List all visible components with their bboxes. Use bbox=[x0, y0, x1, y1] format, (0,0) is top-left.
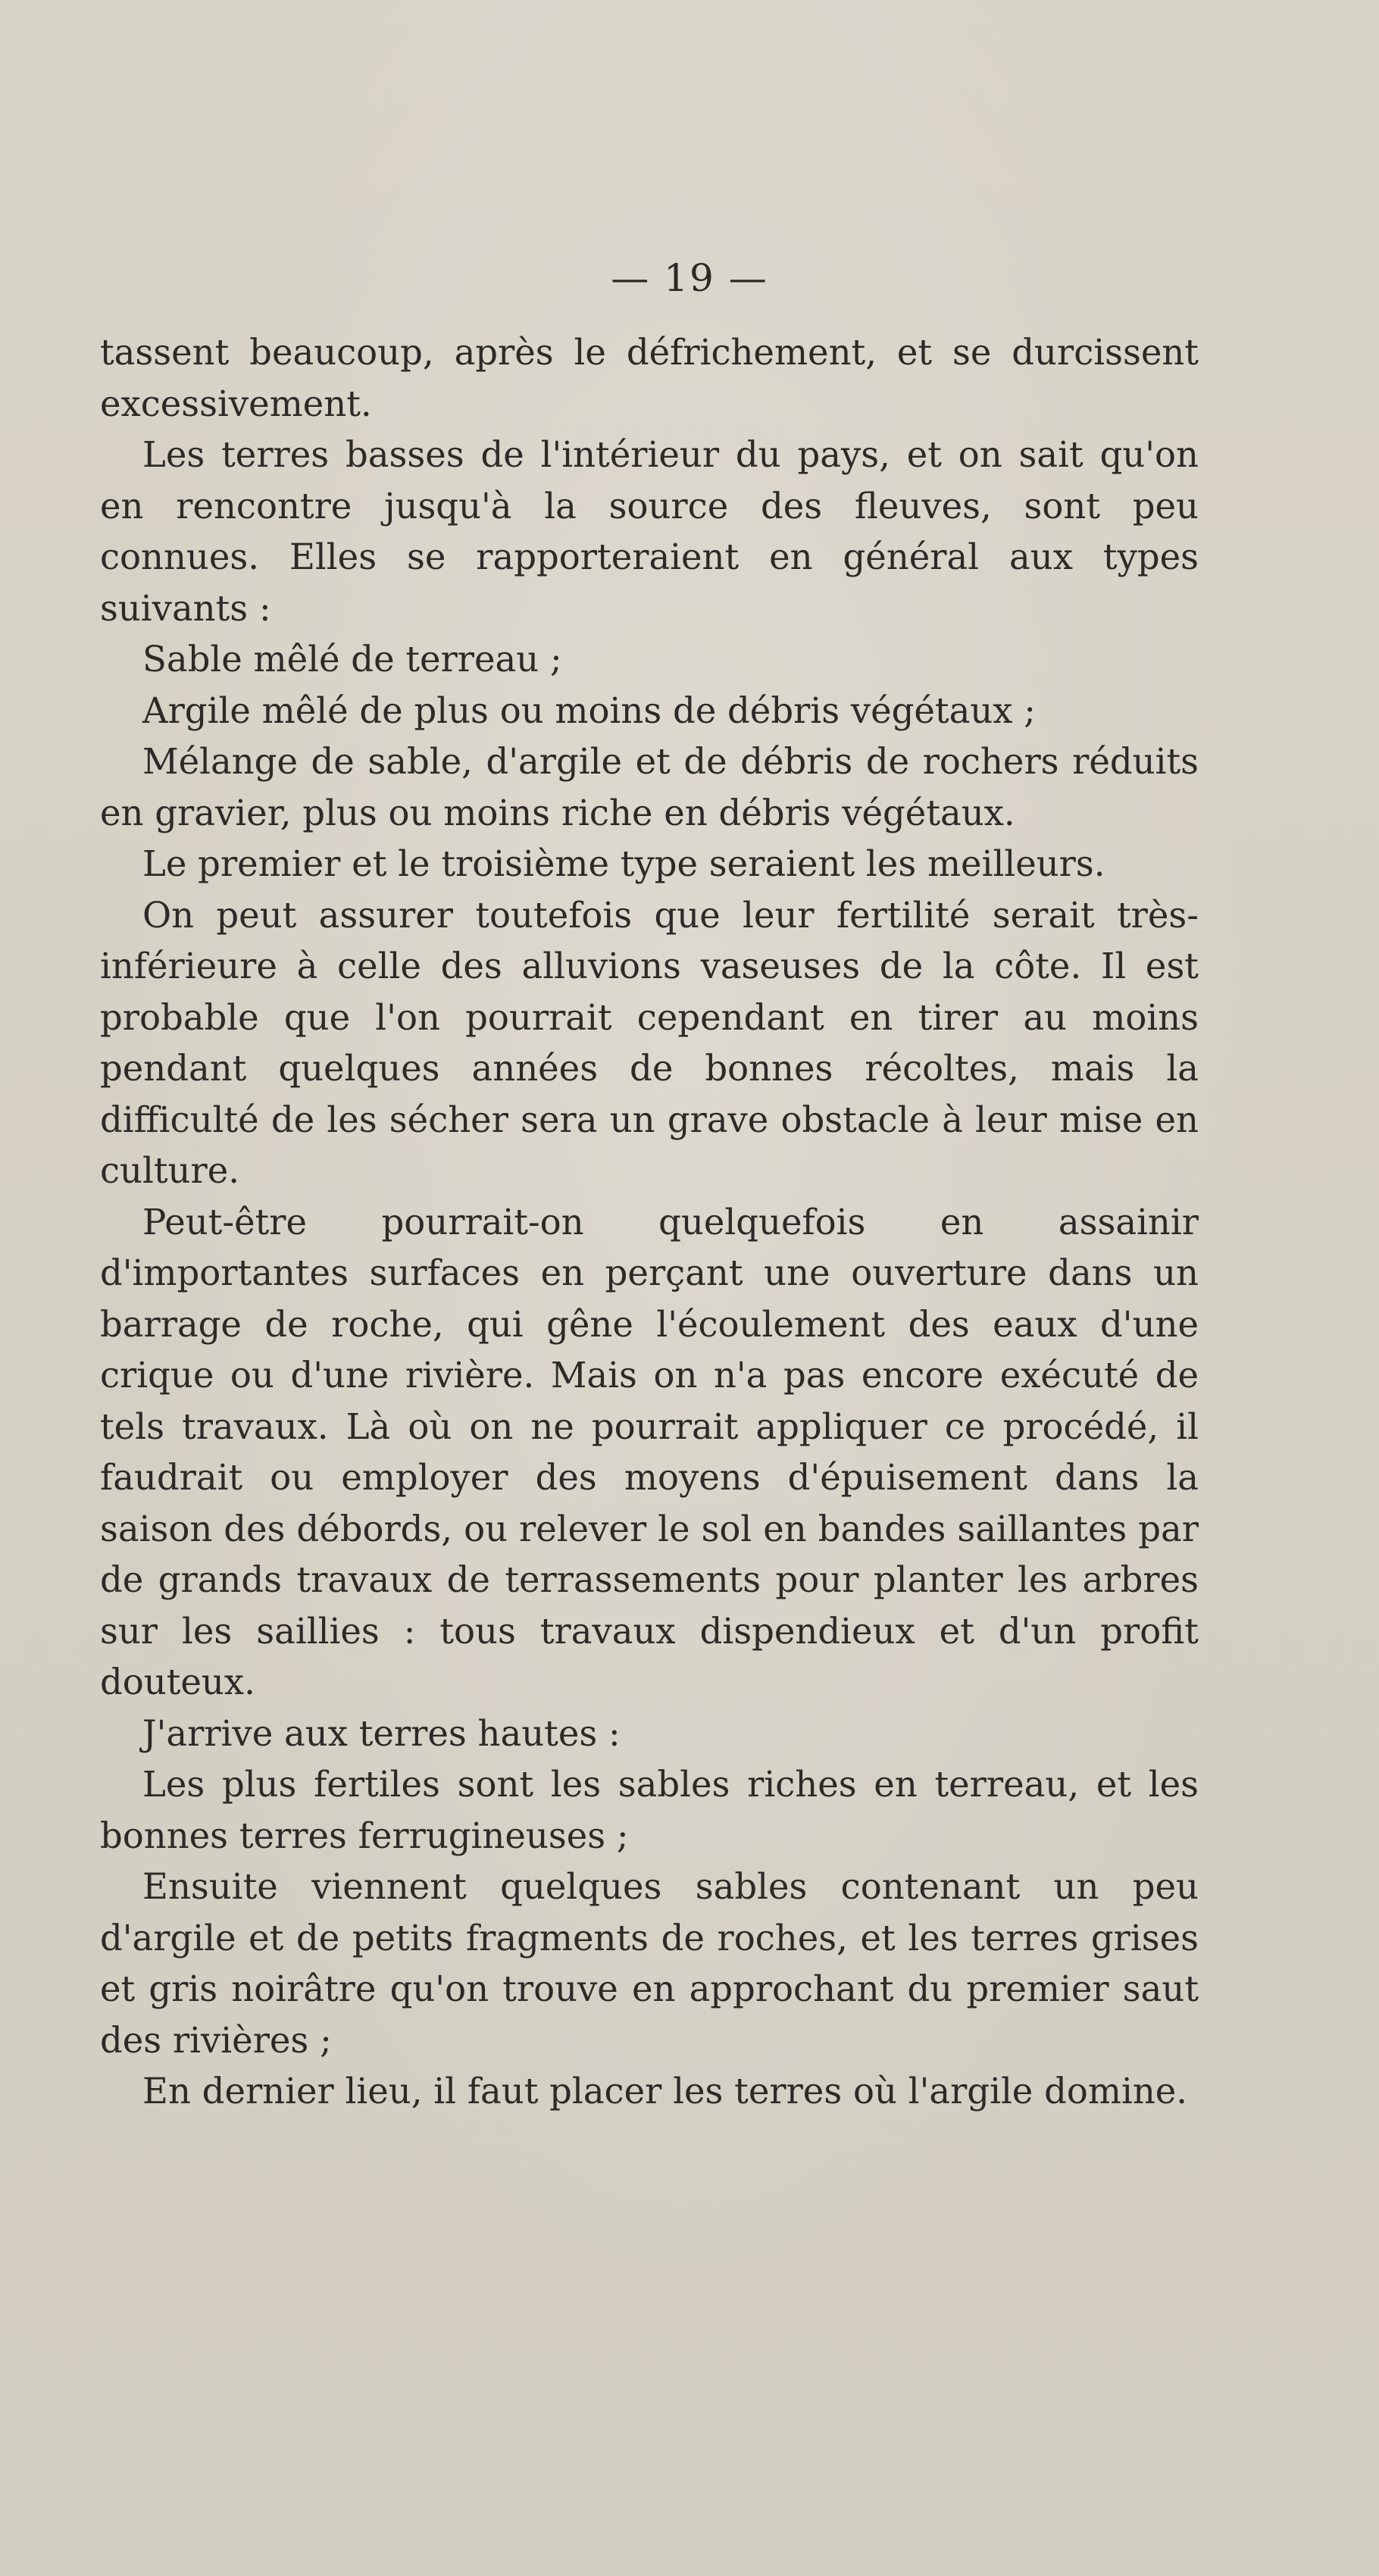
paragraph-8: Peut-être pourrait-on quelquefois en assainir d'importantes surfaces en perçant une ouverture dans un barrage de roche, qui gêne l'écoulement des eaux d'une crique ou d'une rivière. Mais on n'a pas encore exécuté de tels travaux. Là où on ne pourrait appliquer ce procédé, il faudrait ou employer des moyens d'épuisement dans la saison des débords, ou relever le sol en bandes saillantes par de grands travaux de terrassements pour planter les arbres sur les saillies : tous travaux dispendieux et d'un profit douteux. bbox=[100, 1201, 1199, 1702]
paragraph-7: On peut assurer toutefois que leur fertilité serait très-inférieure à celle des alluvions vaseuses de la côte. Il est probable que l'on pourrait cependant en tirer au moins pendant quelques années de bonnes récoltes, mais la difficulté de les sécher sera un grave obstacle à leur mise en culture. bbox=[100, 894, 1199, 1191]
paragraph-3: Sable mêlé de terreau ; bbox=[142, 639, 562, 680]
body-text bbox=[100, 327, 1199, 2118]
paragraph-1: tassent beaucoup, après le défrichement, et se durcissent excessivement. bbox=[100, 332, 1199, 424]
paragraph-5: Mélange de sable, d'argile et de débris de rochers réduits en gravier, plus ou moins riche en débris végétaux. bbox=[100, 741, 1199, 833]
paragraph-9: J'arrive aux terres hautes : bbox=[142, 1712, 621, 1754]
paragraph-12: En dernier lieu, il faut placer les terres où l'argile domine. bbox=[142, 2071, 1188, 2112]
paragraph-2: Les terres basses de l'intérieur du pays, et on sait qu'on en rencontre jusqu'à la source des fleuves, sont peu connues. Elles se rapporteraient en général aux types suivants : bbox=[100, 434, 1199, 629]
page-number: — 19 — bbox=[611, 256, 768, 300]
paragraph-11: Ensuite viennent quelques sables contenant un peu d'argile et de petits fragments de roches, et les terres grises et gris noirâtre qu'on trouve en approchant du premier saut des rivières ; bbox=[100, 1866, 1199, 2061]
paragraph-6: Le premier et le troisième type seraient les meilleurs. bbox=[142, 843, 1105, 884]
paragraph-4: Argile mêlé de plus ou moins de débris végétaux ; bbox=[142, 689, 1036, 731]
paragraph-10: Les plus fertiles sont les sables riches en terreau, et les bonnes terres ferrugineuses ; bbox=[100, 1764, 1199, 1856]
